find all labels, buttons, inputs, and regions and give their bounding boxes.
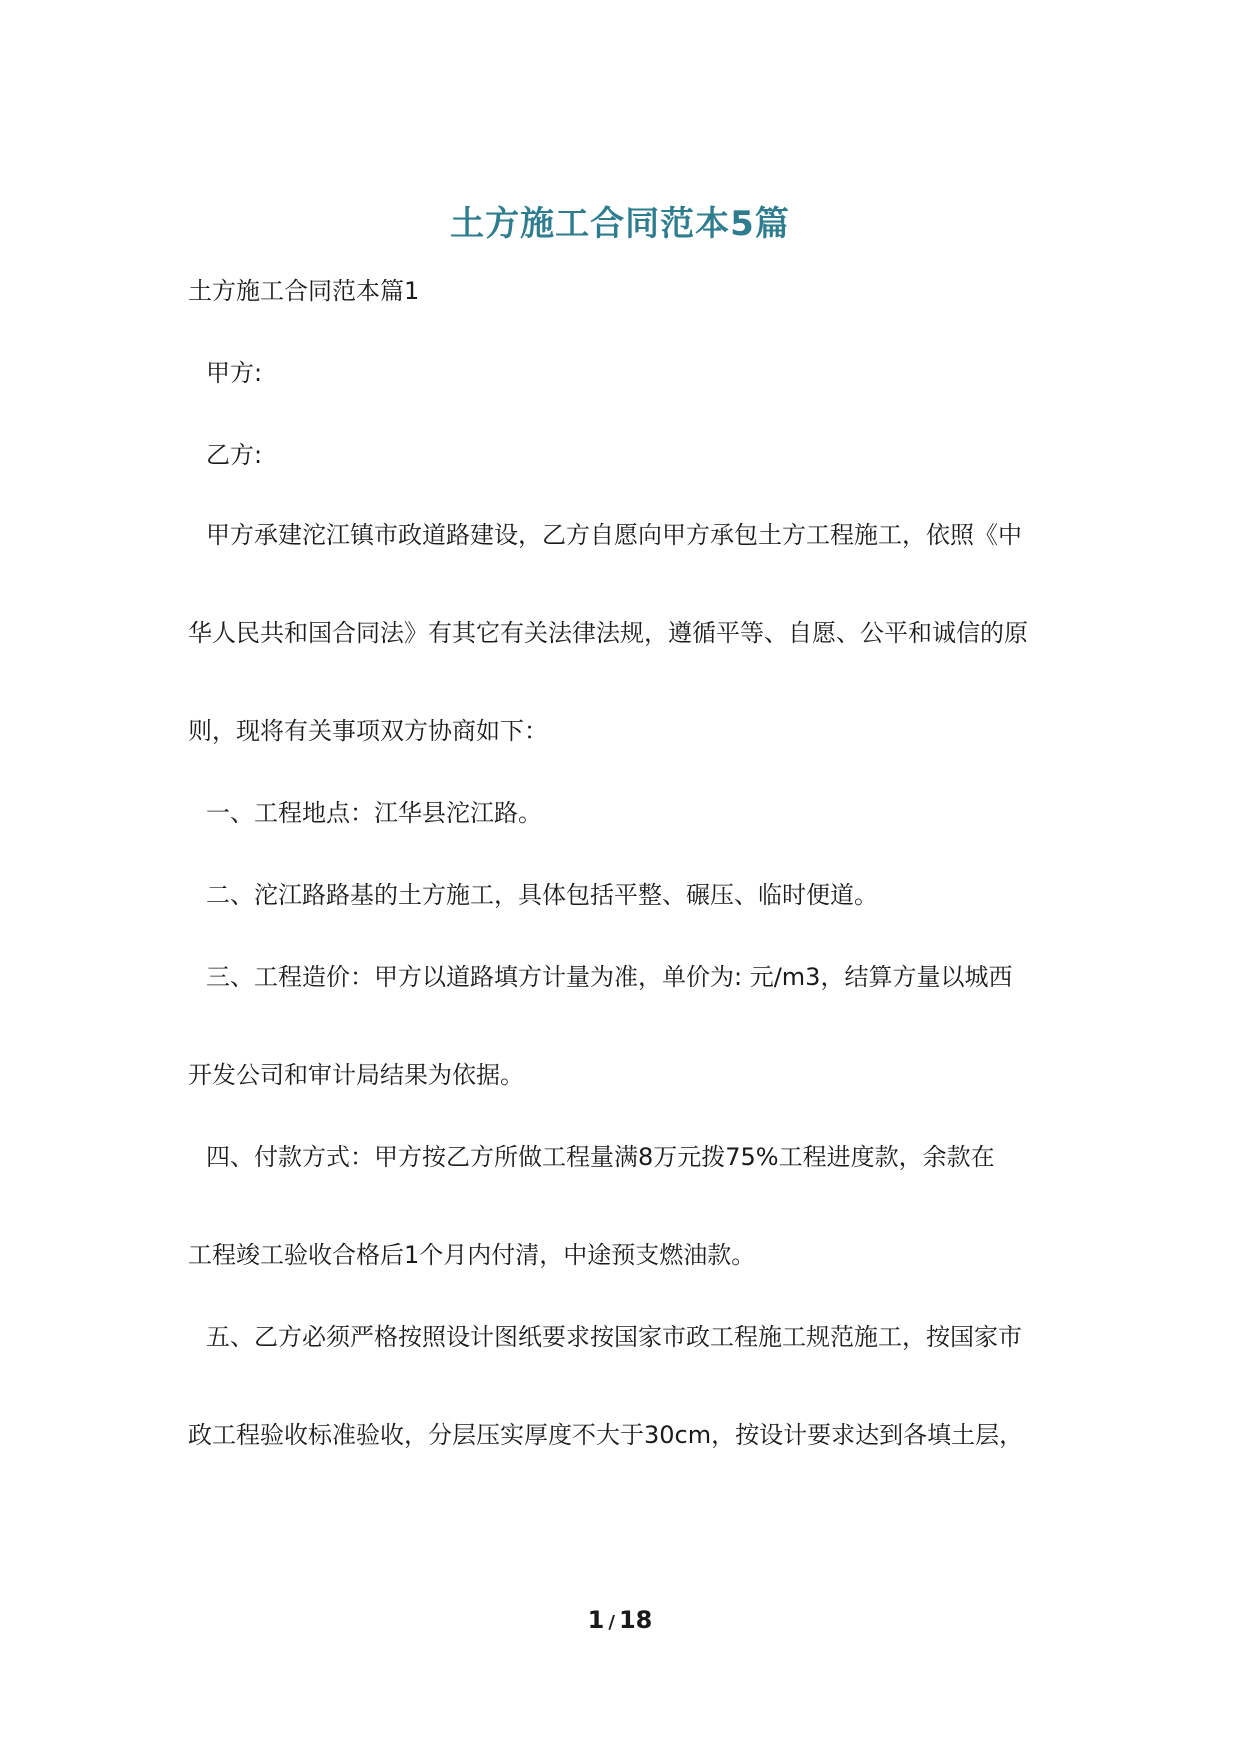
page-total: 18 xyxy=(618,1606,653,1634)
clause-line: 二、沱江路路基的土方施工，具体包括平整、碾压、临时便道。 xyxy=(206,881,878,909)
page-number xyxy=(0,1606,1240,1634)
paragraph-line: 则，现将有关事项双方协商如下： xyxy=(188,717,548,745)
party-a-label: 甲方: xyxy=(206,359,263,387)
clause-line: 五、乙方必须严格按照设计图纸要求按国家市政工程施工规范施工，按国家市 xyxy=(206,1323,1022,1351)
page-current: 1 xyxy=(587,1606,605,1634)
clause-line: 工程竣工验收合格后1个月内付清，中途预支燃油款。 xyxy=(188,1241,756,1269)
clause-line: 一、工程地点：江华县沱江路。 xyxy=(206,799,542,827)
clause-line: 三、工程造价：甲方以道路填方计量为准，单价为: 元/m3，结算方量以城西 xyxy=(206,963,1013,991)
page-separator: / xyxy=(608,1612,615,1633)
paragraph-line: 华人民共和国合同法》有其它有关法律法规，遵循平等、自愿、公平和诚信的原 xyxy=(188,619,1028,647)
section-heading: 土方施工合同范本篇1 xyxy=(188,277,420,305)
clause-line: 四、付款方式：甲方按乙方所做工程量满8万元拨75%工程进度款，余款在 xyxy=(206,1143,995,1171)
paragraph-line: 甲方承建沱江镇市政道路建设，乙方自愿向甲方承包土方工程施工，依照《中 xyxy=(206,521,1022,549)
party-b-label: 乙方: xyxy=(206,441,263,469)
clause-line: 政工程验收标准验收，分层压实厚度不大于30cm，按设计要求达到各填土层， xyxy=(188,1421,1024,1449)
clause-line: 开发公司和审计局结果为依据。 xyxy=(188,1061,524,1089)
document-title: 土方施工合同范本5篇 xyxy=(450,204,790,244)
